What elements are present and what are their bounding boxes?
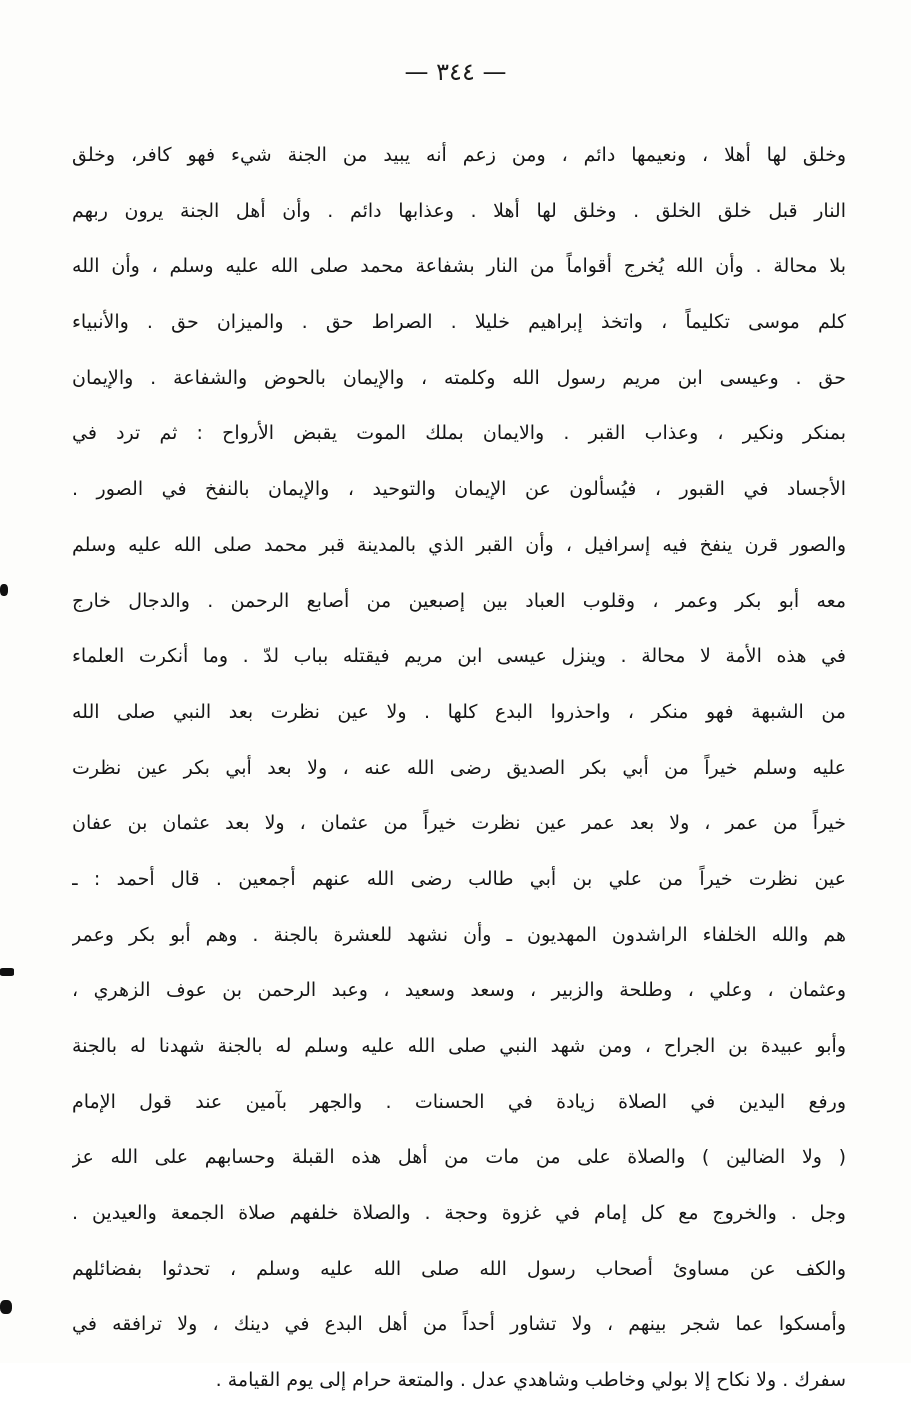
text-line: والكف عن مساوئ أصحاب رسول الله صلى الله عليه وسلم ، تحدثوا بفضائلهم: [72, 1257, 846, 1280]
text-line: سفرك . ولا نكاح إلا بولي وخاطب وشاهدي عدل . والمتعة حرام إلى يوم القيامة .: [215, 1369, 846, 1392]
text-line: من الشبهة فهو منكر ، واحذروا البدع كلها . ولا عين نظرت بعد النبي صلى الله: [72, 700, 846, 723]
text-line: كلم موسى تكليماً ، واتخذ إبراهيم خليلا . الصراط حق . والميزان حق . والأنبياء: [72, 311, 846, 334]
body-text: [72, 128, 846, 1409]
text-line: عين نظرت خيراً من علي بن أبي طالب رضى الله عنهم أجمعين . قال أحمد : ـ: [72, 867, 846, 890]
text-line: خيراً من عمر ، ولا بعد عمر عين نظرت خيراً من عثمان ، ولا بعد عثمان بن عفان: [72, 812, 846, 835]
text-line: وأبو عبيدة بن الجراح ، ومن شهد النبي صلى الله عليه وسلم له بالجنة شهدنا له بالجنة: [72, 1035, 846, 1057]
text-line: وأمسكوا عما شجر بينهم ، ولا تشاور أحداً من أهل البدع في دينك ، ولا ترافقه في: [72, 1313, 846, 1336]
text-line: النار قبل خلق الخلق . وخلق لها أهلا . وعذابها دائم . وأن أهل الجنة يرون ربهم: [72, 199, 846, 222]
text-line: حق . وعيسى ابن مريم رسول الله وكلمته ، والإيمان بالحوض والشفاعة . والإيمان: [72, 366, 846, 389]
text-line: ( ولا الضالين ) والصلاة على من مات من أهل هذه القبلة وحسابهم على الله عز: [72, 1146, 846, 1169]
text-line: وجل . والخروج مع كل إمام في غزوة وحجة . والصلاة خلفهم صلاة الجمعة والعيدين .: [72, 1202, 846, 1225]
text-line: الأجساد في القبور ، فيُسألون عن الإيمان والتوحيد ، والإيمان بالنفخ في الصور .: [72, 478, 846, 501]
text-line: معه أبو بكر وعمر ، وقلوب العباد بين إصبعين من أصابع الرحمن . والدجال خارج: [72, 589, 846, 612]
text-line: في هذه الأمة لا محالة . وينزل عيسى ابن مريم فيقتله بباب لدّ . وما أنكرت العلماء: [72, 645, 846, 668]
scan-mark: [0, 584, 8, 596]
text-line: ورفع اليدين في الصلاة زيادة في الحسنات . والجهر بآمين عند قول الإمام: [72, 1090, 846, 1113]
text-line: وخلق لها أهلا ، ونعيمها دائم ، ومن زعم أنه يبيد من الجنة شيء فهو كافر، وخلق: [72, 144, 846, 166]
text-line: والصور قرن ينفخ فيه إسرافيل ، وأن القبر الذي بالمدينة قبر محمد صلى الله عليه وسلم: [72, 533, 846, 556]
text-line: بلا محالة . وأن الله يُخرج أقواماً من النار بشفاعة محمد صلى الله عليه وسلم ، وأن الله: [72, 255, 846, 278]
text-line: وعثمان ، وعلي ، وطلحة والزبير ، وسعد وسعيد ، وعبد الرحمن بن عوف الزهري ،: [72, 979, 846, 1002]
text-line: عليه وسلم خيراً من أبي بكر الصديق رضى الله عنه ، ولا بعد أبي بكر عين نظرت: [72, 756, 846, 779]
text-line: هم والله الخلفاء الراشدون المهديون ـ وأن نشهد للعشرة بالجنة . وهم أبو بكر وعمر: [72, 923, 846, 946]
scan-mark: [0, 1300, 12, 1314]
page-number: — ٣٤٤ —: [404, 58, 507, 86]
scan-mark: [0, 968, 14, 976]
text-line: بمنكر ونكير ، وعذاب القبر . والايمان بملك الموت يقبض الأرواح : ثم ترد في: [72, 422, 846, 445]
